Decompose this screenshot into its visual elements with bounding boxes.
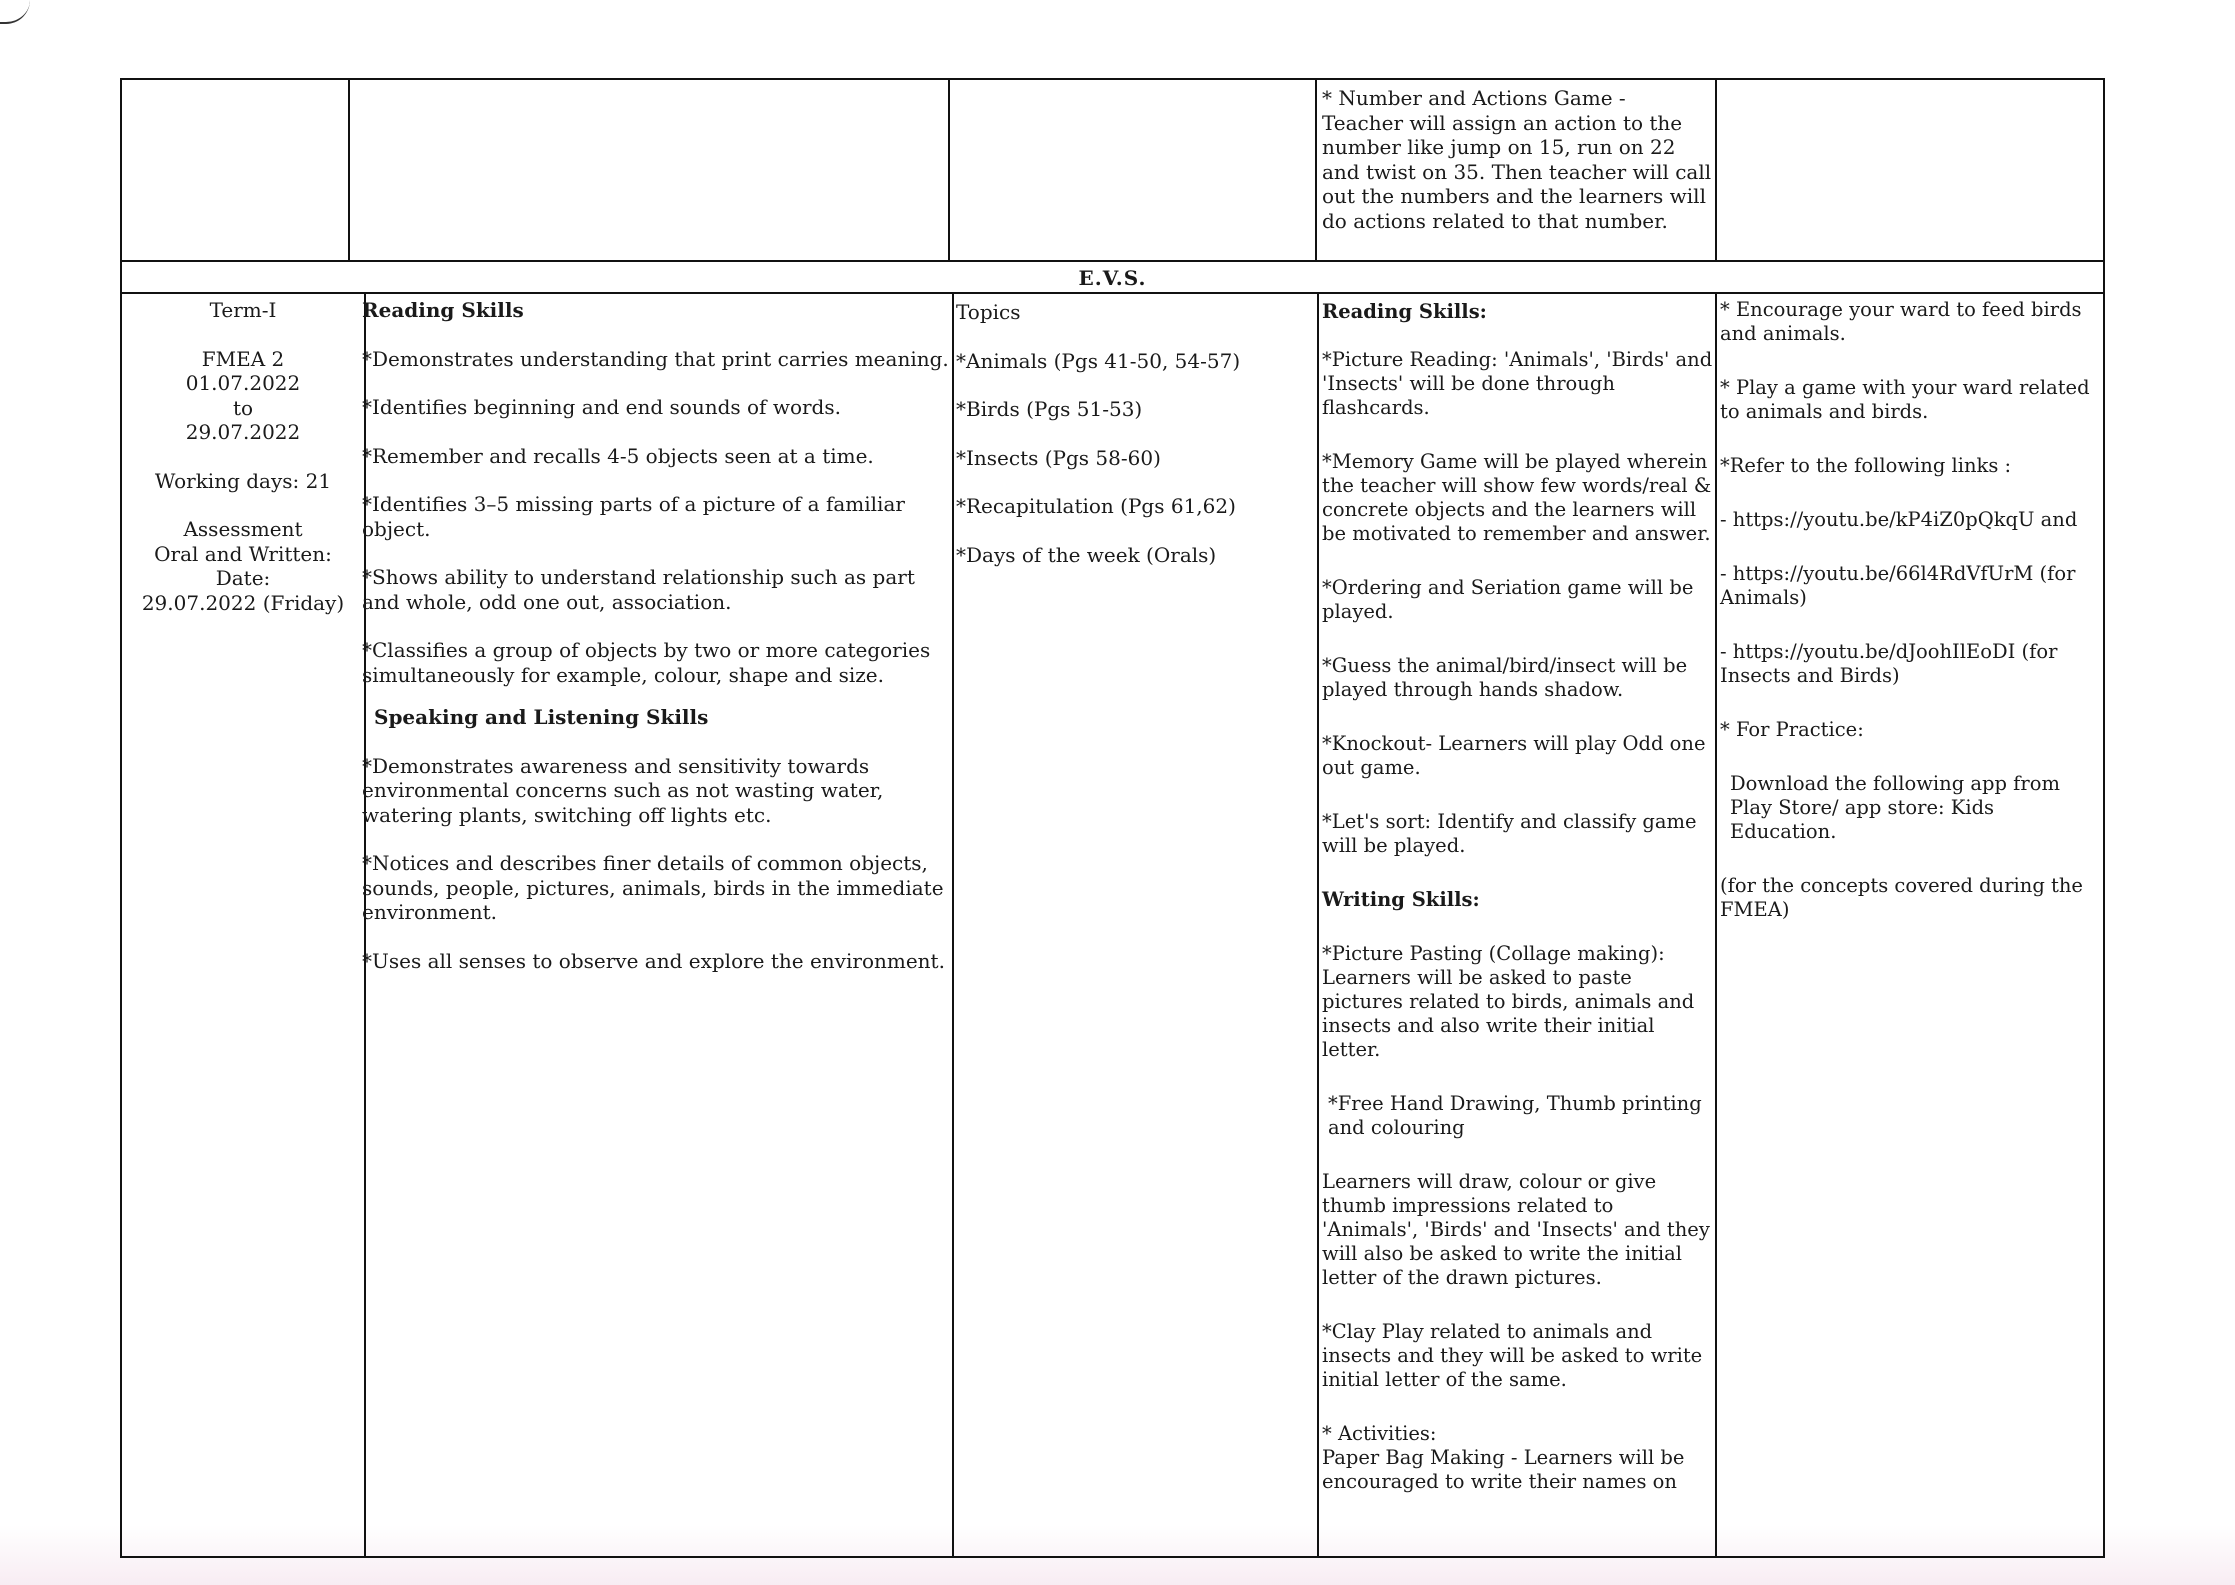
youtube-link-2[interactable]: - https://youtu.be/66l4RdVfUrM (for Animals) — [1720, 562, 2076, 609]
parent-item: * Play a game with your ward related to animals and birds. — [1720, 376, 2090, 423]
outcome-item: *Uses all senses to observe and explore the environment. — [362, 948, 945, 973]
outcome-item: *Demonstrates awareness and sensitivity towards environmental concerns such as not wasting water, watering plants, switching off lights etc. — [362, 753, 884, 827]
top-row-divider-1 — [348, 80, 350, 262]
learning-outcomes-cell — [360, 298, 950, 973]
top-row-divider-4 — [1715, 80, 1717, 262]
download-app-note: Download the following app from Play Store/ app store: Kids Education. — [1730, 772, 2060, 843]
activity-item: *Let's sort: Identify and classify game will be played. — [1322, 810, 1697, 857]
outcome-item: *Classifies a group of objects by two or more categories simultaneously for example, colour, shape and size. — [362, 638, 931, 687]
main-row-divider-4 — [1715, 294, 1717, 1556]
parent-item: *Refer to the following links : — [1720, 454, 2012, 477]
outcome-item: *Demonstrates understanding that print carries meaning. — [362, 346, 949, 371]
fmea-concepts-note: (for the concepts covered during the FMEA) — [1720, 874, 2083, 921]
outcome-item: *Identifies beginning and end sounds of words. — [362, 395, 841, 419]
working-days: Working days: 21 — [154, 468, 332, 493]
outcome-item: *Identifies 3–5 missing parts of a picture of a familiar object. — [362, 492, 905, 541]
youtube-link-3[interactable]: - https://youtu.be/dJoohIlEoDI (for Insects and Birds) — [1720, 640, 2058, 687]
number-actions-game: * Number and Actions Game - Teacher will assign an action to the number like jump on 15, run on 22 and twist on 35. Then teacher will call out the numbers and the learners will do actions related to that number. — [1322, 86, 1712, 233]
activity-item: *Free Hand Drawing, Thumb printing and colouring — [1328, 1092, 1702, 1139]
activities-writing-heading: Writing Skills: — [1322, 888, 1480, 911]
topic-item: *Days of the week (Orals) — [956, 542, 1217, 567]
topics-heading: Topics — [956, 300, 1021, 324]
curriculum-table — [120, 78, 2105, 1558]
page-corner-mark — [0, 0, 30, 24]
topic-item: *Birds (Pgs 51-53) — [956, 397, 1143, 421]
top-row-divider-3 — [1315, 80, 1317, 262]
date-to: to — [232, 395, 254, 420]
activities-cell — [1320, 300, 1714, 1494]
date-start: 01.07.2022 — [185, 371, 301, 395]
activities-label: * Activities: — [1322, 1422, 1437, 1445]
activity-item: *Guess the animal/bird/insect will be played through hands shadow. — [1322, 654, 1688, 701]
activity-item: *Picture Pasting (Collage making): Learners will be asked to paste pictures related to birds, animals and insects and also write their initial letter. — [1322, 942, 1695, 1061]
date-end: 29.07.2022 — [185, 420, 301, 444]
practice-label: * For Practice: — [1720, 718, 1864, 741]
assessment-date: 29.07.2022 (Friday) — [141, 590, 345, 615]
parents-cell — [1720, 298, 2104, 922]
youtube-link-1[interactable]: - https://youtu.be/kP4iZ0pQkqU and — [1720, 508, 2078, 531]
top-row-border — [122, 260, 2103, 262]
activity-item: *Clay Play related to animals and insects and they will be asked to write initial letter of the same. — [1322, 1320, 1703, 1391]
reading-skills-heading: Reading Skills — [362, 298, 524, 322]
term-cell — [124, 298, 362, 615]
section-title: E.V.S. — [1078, 266, 1147, 290]
date-label: Date: — [215, 566, 271, 590]
activity-item: *Memory Game will be played wherein the teacher will show few words/real & concrete objects and the learners will be motivated to remember and answer. — [1322, 450, 1712, 545]
outcome-item: *Remember and recalls 4-5 objects seen at a time. — [362, 443, 874, 468]
main-row-divider-2 — [952, 294, 954, 1556]
outcome-item: *Shows ability to understand relationship such as part and whole, odd one out, association. — [362, 565, 915, 614]
top-row-divider-2 — [948, 80, 950, 262]
fmea-label: FMEA 2 — [201, 346, 285, 371]
topic-item: *Animals (Pgs 41-50, 54-57) — [956, 348, 1241, 373]
topics-cell — [956, 300, 1314, 567]
activities-reading-heading: Reading Skills: — [1322, 300, 1487, 323]
activity-item: *Ordering and Seriation game will be played. — [1322, 576, 1694, 623]
main-row-divider-3 — [1317, 294, 1319, 1556]
parent-item: * Encourage your ward to feed birds and animals. — [1720, 298, 2082, 345]
activity-item: *Picture Reading: 'Animals', 'Birds' and 'Insects' will be done through flashcards. — [1322, 348, 1713, 419]
paper-bag-activity: Paper Bag Making - Learners will be encouraged to write their names on — [1322, 1446, 1685, 1493]
outcome-item: *Notices and describes finer details of common objects, sounds, people, pictures, animals, birds in the immediate environment. — [362, 851, 944, 924]
topic-item: *Insects (Pgs 58-60) — [956, 445, 1161, 470]
term-label: Term-I — [209, 298, 277, 322]
oral-written-label: Oral and Written: — [154, 541, 332, 566]
top-activities-cell — [1322, 86, 1712, 233]
section-title-border — [122, 292, 2103, 294]
activity-item: *Knockout- Learners will play Odd one out game. — [1322, 732, 1706, 779]
speaking-skills-heading: Speaking and Listening Skills — [374, 705, 709, 729]
topic-item: *Recapitulation (Pgs 61,62) — [956, 494, 1236, 518]
assessment-label: Assessment — [183, 517, 303, 541]
activity-item: Learners will draw, colour or give thumb impressions related to 'Animals', 'Birds' and 'Insects' and they will also be asked to write the initial letter of the drawn pictures. — [1322, 1170, 1710, 1289]
